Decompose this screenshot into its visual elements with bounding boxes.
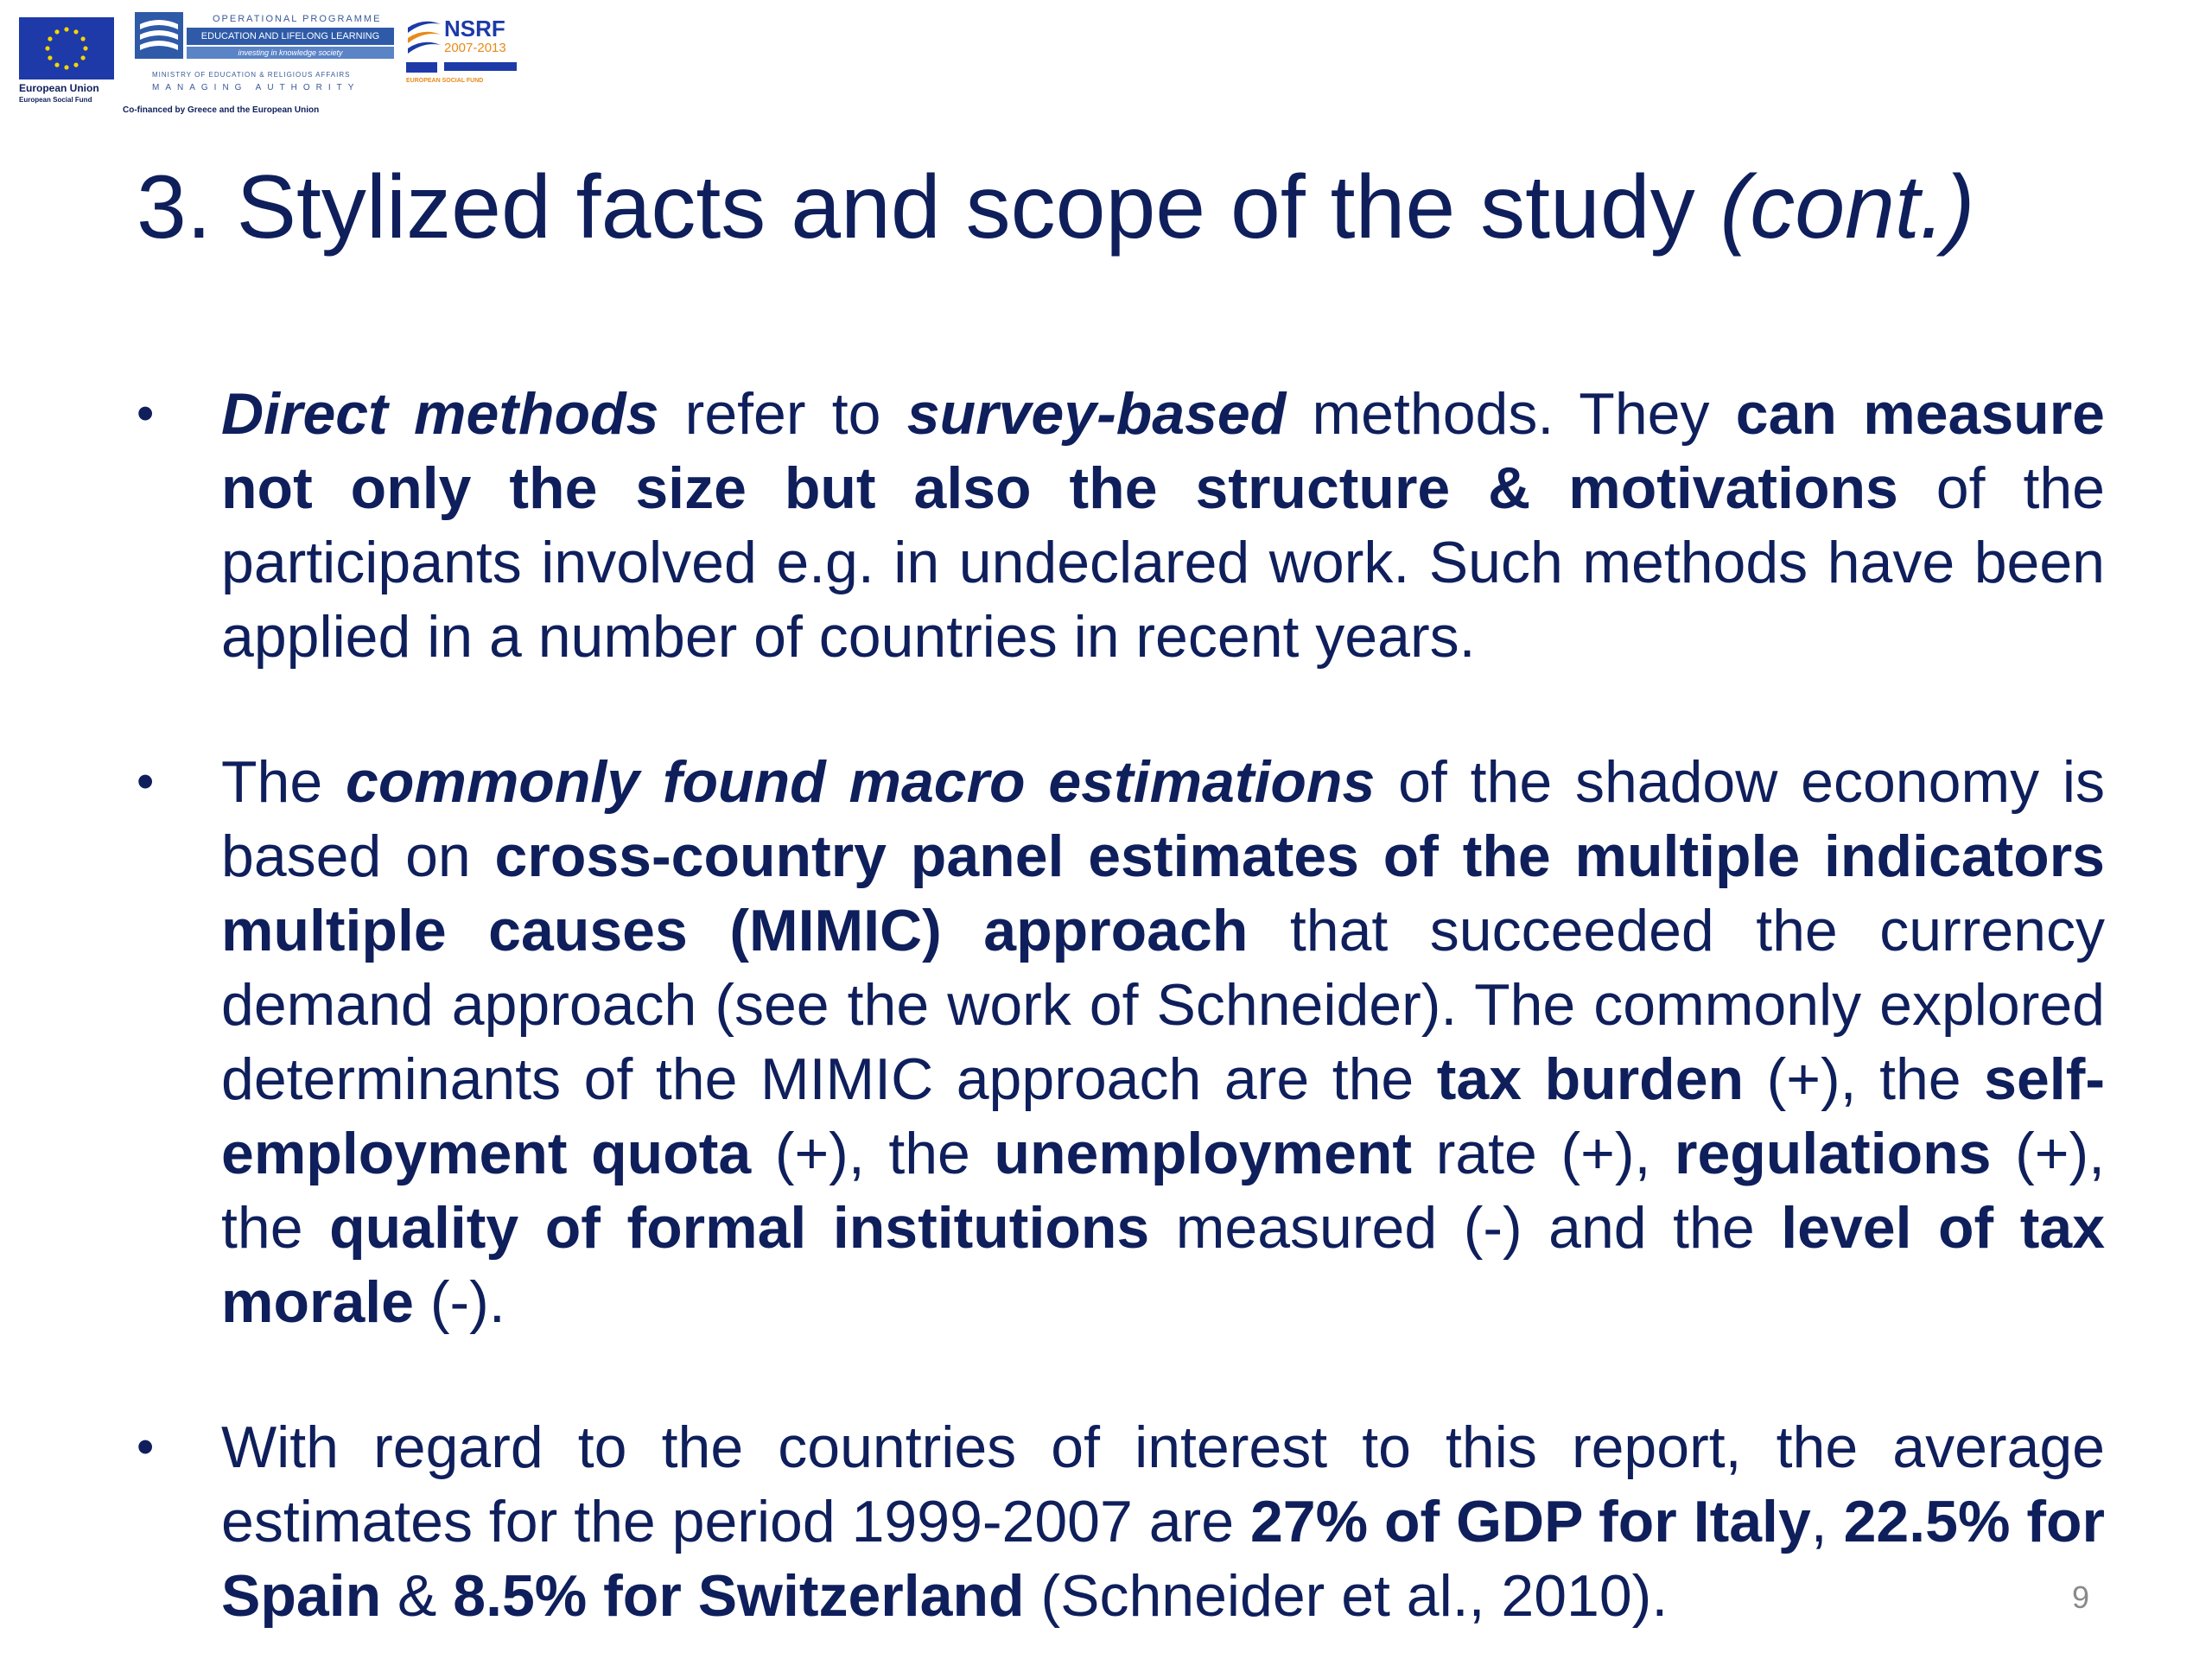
slide-title-cont: (cont.)	[1719, 157, 1975, 257]
op-line5: MANAGING AUTHORITY	[152, 83, 360, 92]
nsrf-bar	[444, 62, 517, 71]
body-text: measured (-) and the	[1149, 1195, 1782, 1261]
op-line2: EDUCATION AND LIFELONG LEARNING	[187, 28, 394, 45]
emphasis-text: regulations	[1674, 1121, 1992, 1186]
body-text: rate (+),	[1412, 1121, 1675, 1186]
nsrf-title: NSRF	[444, 16, 505, 41]
bullet-text	[221, 745, 2105, 1339]
body-text: of the shadow economy is based on	[221, 749, 2106, 889]
header-logos	[19, 9, 512, 119]
body-text: (+), the	[1744, 1046, 1985, 1112]
eu-star-icon	[64, 27, 68, 31]
eu-star-icon	[48, 36, 52, 41]
emphasis-text: level of tax morale	[221, 1195, 2106, 1335]
nsrf-logo	[406, 14, 518, 92]
op-line1: OPERATIONAL PROGRAMME	[213, 14, 382, 24]
eu-star-icon	[73, 29, 78, 34]
eu-label	[19, 83, 123, 105]
body-text: (+), the	[221, 1121, 2105, 1261]
body-text: (-).	[414, 1269, 505, 1335]
body-text: methods. They	[1286, 381, 1736, 447]
emphasis-text: unemployment	[994, 1121, 1413, 1186]
body-text: of the participants involved e.g. in undeclared work. Such methods have been applied in a number of countries in recent years.	[221, 455, 2105, 670]
bullet-dot: •	[137, 385, 155, 442]
bullet-dot: •	[137, 753, 155, 810]
eu-star-icon	[64, 65, 68, 69]
nsrf-sub: EUROPEAN SOCIAL FUND	[406, 78, 484, 84]
nsrf-flag-icon	[406, 62, 437, 73]
cofinanced-text: Co-financed by Greece and the European Union	[123, 105, 320, 115]
body-text: ,	[1810, 1489, 1844, 1554]
body-text: The	[221, 749, 346, 815]
slide-title	[137, 156, 1974, 259]
education-programme-logo	[135, 9, 394, 95]
eu-star-icon	[73, 63, 78, 67]
emphasis-text: cross-country panel estimates of the multiple indicators multiple causes (MIMIC) approach	[221, 823, 2105, 963]
nsrf-years: 2007-2013	[444, 41, 506, 55]
eu-star-icon	[54, 63, 59, 67]
emphasis-text: can measure not only the size but also the structure & motivations	[221, 381, 2105, 521]
emphasis-text: 22.5% for Spain	[221, 1489, 2105, 1629]
eu-star-icon	[81, 36, 86, 41]
emphasis-text: self-employment quota	[221, 1046, 2105, 1186]
education-logo-icon	[135, 12, 183, 59]
bullet-text	[221, 1410, 2105, 1633]
eu-star-icon	[81, 55, 86, 60]
eu-star-icon	[45, 46, 49, 50]
eu-star-icon	[83, 46, 87, 50]
body-text: &	[381, 1563, 454, 1629]
bullet-dot: •	[137, 1419, 155, 1475]
slide-title-main: 3. Stylized facts and scope of the study	[137, 157, 1720, 257]
body-text: that succeeded the currency demand approach (see the work of Schneider). The commonly explored determinants of the MIMIC approach are the	[221, 898, 2105, 1112]
body-text: (Schneider et al., 2010).	[1024, 1563, 1669, 1629]
emphasis-text: tax burden	[1436, 1046, 1745, 1112]
body-text: refer to	[658, 381, 907, 447]
eu-sublabel: European Social Fund	[19, 96, 92, 104]
page-number: 9	[2072, 1580, 2090, 1615]
bullet-text	[221, 377, 2105, 674]
emphasis-text: commonly found macro estimations	[346, 749, 1376, 815]
emphasis-text: 8.5% for Switzerland	[453, 1563, 1025, 1629]
eu-star-icon	[54, 29, 59, 34]
op-line4: MINISTRY OF EDUCATION & RELIGIOUS AFFAIRS	[152, 71, 351, 79]
eu-label-text: European Union	[19, 82, 99, 94]
emphasis-text: Direct methods	[221, 381, 659, 447]
eu-flag-icon	[19, 17, 114, 79]
emphasis-text: survey-based	[906, 381, 1287, 447]
body-text: (+), the	[751, 1121, 995, 1186]
eu-star-icon	[48, 55, 52, 60]
emphasis-text: quality of formal institutions	[329, 1195, 1150, 1261]
emphasis-text: 27% of GDP for Italy	[1249, 1489, 1811, 1554]
body-text: With regard to the countries of interest to this report, the average estimates for the period 1999-2007 are	[221, 1414, 2105, 1554]
nsrf-swoosh-icon	[406, 17, 442, 59]
op-line3: investing in knowledge society	[187, 47, 394, 59]
